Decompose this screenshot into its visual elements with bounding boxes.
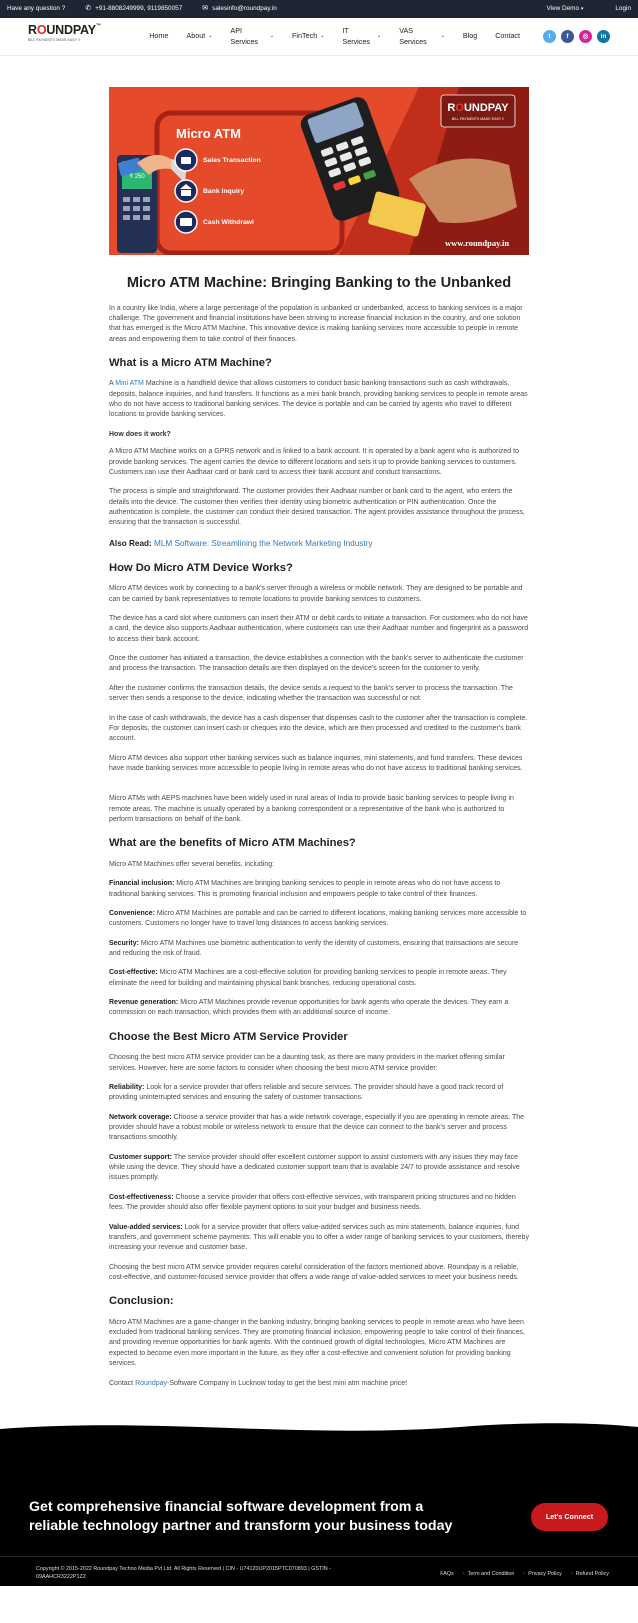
factor-text: Look for a service provider that offers value-added services such as mini statements, balance inquiries, fund transfers, and government scheme payments. This will enable you to offer a wider range of banking services to your customers, thereby increasing your revenue and customer base. xyxy=(109,1223,529,1252)
chevron-down-icon: ⌄ xyxy=(377,32,382,39)
logo-tagline: BILL PAYMENTS MADE EASY !! xyxy=(28,38,81,42)
benefit-text: Micro ATM Machines provide revenue opportunities for bank agents who operate the devices. They earn a commission on each transaction, which provides them with an additional source of income. xyxy=(109,999,509,1017)
heading-benefits: What are the benefits of Micro ATM Machines? xyxy=(109,837,356,850)
svg-text:BILL PAYMENTS MADE EASY !!: BILL PAYMENTS MADE EASY !! xyxy=(451,117,505,121)
footer-links xyxy=(440,1570,609,1582)
footer-link-label: Refund Policy xyxy=(575,1570,609,1577)
footer-link-label: Term and Condition xyxy=(467,1570,515,1577)
factor-text: Look for a service provider that offers reliable and secure services. The provider should have a good track record of providing uninterrupted services and ensuring the safety of customer transactions. xyxy=(109,1083,504,1102)
factor-label: Network coverage: xyxy=(109,1113,172,1121)
contact-paragraph: Contact Roundpay-Software Company in Lucknow today to get the best mini atm machine price! xyxy=(109,1379,408,1387)
nav-item-label: VAS Services xyxy=(399,25,427,46)
spacer xyxy=(109,783,529,794)
banner-feature-sales: Sales Transaction xyxy=(203,157,261,164)
factor-item xyxy=(109,1223,529,1254)
linkedin-icon[interactable] xyxy=(597,30,610,43)
footer-link-term-and-condition[interactable] xyxy=(454,1570,515,1582)
factor-label: Value-added services: xyxy=(109,1223,183,1231)
footer-link-faqs[interactable] xyxy=(440,1570,453,1582)
factor-text: Choose a service provider that offers cost-effective services, with transparent pricing structures and no hidden fees. The provider should also offer flexible payment options to suit your budget and business needs. xyxy=(109,1193,516,1212)
what-paragraph: A Mini ATM Machine is a handheld device that allows customers to conduct basic banking transactions such as cash withdrawals, deposits, balance inquiries, and fund transfers. It functions as a mini bank branch, providing banking services to people in remote areas who do not have access to traditional banking services. The device is portable and can be carried by agents who travel to different locations to provide banking services. xyxy=(109,380,528,419)
email-contact[interactable] xyxy=(202,4,277,14)
facebook-glyph: f xyxy=(566,32,569,40)
factor-item xyxy=(109,1153,529,1184)
login-link[interactable]: Login xyxy=(615,5,631,13)
instagram-glyph: ◎ xyxy=(582,32,589,40)
facebook-icon[interactable] xyxy=(561,30,574,43)
heading-how-work: How does it work? xyxy=(109,430,171,438)
site-footer xyxy=(0,1441,638,1586)
site-header xyxy=(0,18,638,56)
benefit-text: Micro ATM Machines are a cost-effective solution for providing banking services to people in remote areas. They eliminate the need for building and maintaining physical bank branches, reducing operational costs. xyxy=(109,969,507,987)
benefit-label: Cost-effective: xyxy=(109,969,158,977)
nav-item-label: IT Services xyxy=(342,25,370,46)
factor-label: Customer support: xyxy=(109,1153,172,1161)
phone-text: +91-8808249999, 9119850057 xyxy=(95,5,183,13)
mini-atm-link[interactable]: Mini ATM xyxy=(115,380,144,388)
benefit-item xyxy=(109,998,529,1019)
benefit-text: Micro ATM Machines use biometric authentication to verify the identity of customers, ensuring that transactions are secure and reducing the risk of fraud. xyxy=(109,939,519,957)
device-paragraph: After the customer confirms the transaction details, the device sends a request to the bank's server to process the transaction. The server then sends a response to the device, indicating whether the transaction was successful or not. xyxy=(109,684,513,703)
nav-item-label: About xyxy=(186,31,206,41)
nav-item-label: Blog xyxy=(462,31,478,41)
factor-text: The service provider should offer excellent customer support to assist customers with any issues they may face while using the device. They should have a dedicated customer support team that is available 24/7 to provide assistance and resolve issues promptly. xyxy=(109,1153,520,1182)
benefits-intro: Micro ATM Machines offer several benefits, including: xyxy=(109,860,275,868)
page-title: Micro ATM Machine: Bringing Banking to the Unbanked xyxy=(126,275,512,291)
nav-item-label: FinTech xyxy=(292,31,318,41)
benefit-item xyxy=(109,939,529,960)
footer-link-label: Privacy Policy xyxy=(528,1570,562,1577)
heading-device: How Do Micro ATM Device Works? xyxy=(109,561,293,574)
heading-conclusion: Conclusion: xyxy=(109,1295,174,1308)
banner-heading: Micro ATM xyxy=(176,126,241,141)
view-demo-link[interactable] xyxy=(505,4,584,13)
benefit-label: Security: xyxy=(109,939,139,947)
device-paragraph: Micro ATM devices also support other banking services such as balance inquiries, mini statements, and fund transfers. These devices have made banking services more accessible to people living in remote areas who do not have access to traditional banking services. xyxy=(109,754,523,772)
also-read-label: Also Read: xyxy=(109,538,152,548)
nav-item-it-services[interactable] xyxy=(342,26,381,47)
chevron-down-icon: ⌄ xyxy=(440,32,445,39)
nav-item-label: Home xyxy=(149,31,169,41)
chevron-down-icon: ⌄ xyxy=(269,32,275,39)
footer-link-refund-policy[interactable] xyxy=(562,1570,609,1582)
footer-link-privacy-policy[interactable] xyxy=(514,1570,561,1582)
device-paragraph: Micro ATM devices work by connecting to a bank's server through a wireless or mobile network. They are designed to be portable and can be carried by bank representatives to remote locations to provide banking services to customers. xyxy=(109,585,523,603)
heading-choose: Choose the Best Micro ATM Service Provider xyxy=(109,1030,348,1043)
footer-bottom xyxy=(0,1556,638,1582)
nav-item-blog[interactable] xyxy=(463,26,477,47)
chevron-down-icon: ⌄ xyxy=(320,32,325,39)
benefit-label: Convenience: xyxy=(109,909,155,917)
twitter-glyph: t xyxy=(548,32,551,40)
factor-item xyxy=(109,1193,529,1214)
choose-outro: Choosing the best micro ATM service provider requires careful consideration of the factors mentioned above. Roundpay is a reliable, cost-effective, and customer-focused service provider that offers a wide range of value-added services to meet your business needs. xyxy=(109,1263,519,1281)
factor-label: Cost-effectiveness: xyxy=(109,1193,174,1201)
main-nav xyxy=(149,26,538,47)
micro-atm-banner xyxy=(109,87,529,255)
how-paragraph-1: A Micro ATM Machine works on a GPRS network and is linked to a bank account. It is operated by a bank agent who is authorized to provide banking services. The agent carries the device to different locations and sets it up to provide banking services to customers. Customers can use their Aadhaar card or bank card to access their bank account and conduct transactions. xyxy=(109,448,519,476)
banner-feature-withdrawal: Cash Withdrawl xyxy=(203,219,254,226)
instagram-icon[interactable] xyxy=(579,30,592,43)
roundpay-logo[interactable] xyxy=(28,24,105,50)
device-paragraph: Once the customer has initiated a transaction, the device establishes a connection with the bank's server to authenticate the customer and process the transaction. The transaction details are then displayed on the device's screen for the customer to verify. xyxy=(109,655,524,673)
benefit-text: Micro ATM Machines are bringing banking services to people in remote areas who do not have access to traditional banking services. This is promoting financial inclusion and empowers people to take control of their finances. xyxy=(109,880,501,898)
nav-item-about[interactable] xyxy=(186,26,212,47)
chevron-down-icon: ▾ xyxy=(580,6,584,13)
aeps-paragraph: Micro ATMs with AEPS machines have been widely used in rural areas of India to provide basic banking services to people living in remote areas. The machine is usually operated by a banking correspondent or a representative of the bank who is authorized to perform transactions on behalf of the bank. xyxy=(109,795,514,824)
intro-paragraph: In a country like India, where a large percentage of the population is unbanked or underbanked, access to banking services is a major challenge. The government and financial institutions have been striving to increase financial inclusion in the country, and one solution that has emerged is the Micro ATM Machine. This innovative device is making banking services more accessible to people in remote areas and empowering them to take control of their finances. xyxy=(109,304,523,343)
choose-intro: Choosing the best micro ATM service provider can be a daunting task, as there are many providers in the market offering similar services. However, here are some factors to consider when choosing the best micro ATM service provider: xyxy=(109,1054,505,1072)
view-demo-label: View Demo xyxy=(546,5,580,13)
nav-item-api-services[interactable] xyxy=(230,26,274,47)
nav-item-home[interactable] xyxy=(149,26,168,47)
device-section xyxy=(109,584,529,774)
nav-item-label: Contact xyxy=(495,31,520,41)
banner-url: www.roundpay.in xyxy=(445,238,510,248)
factor-item xyxy=(109,1083,529,1104)
roundpay-link[interactable]: Roundpay xyxy=(135,1379,167,1387)
mail-icon: ✉ xyxy=(202,4,209,12)
footer-wave xyxy=(0,1415,638,1441)
factor-text: Choose a service provider that has a wide network coverage, especially if you are operating in remote areas. The provider should have a robust mobile or wireless network to ensure that the device can connect to the bank's server and process transactions smoothly. xyxy=(109,1113,525,1142)
twitter-icon[interactable] xyxy=(543,30,556,43)
bullet-icon: • xyxy=(462,1570,465,1577)
benefit-label: Revenue generation: xyxy=(109,999,179,1007)
nav-item-contact[interactable] xyxy=(495,26,520,47)
benefit-text: Micro ATM Machines are portable and can be carried to different locations, making banking services more accessible to customers. Customers no longer have to travel long distances to access banking services. xyxy=(109,909,527,928)
email-text: salesinfo@roundpay.in xyxy=(212,5,277,13)
phone-icon: ✆ xyxy=(85,4,92,12)
social-links xyxy=(538,30,610,43)
copyright-text: Copyright © 2015-2022 Roundpay Techno Media Pvt Ltd. All Rights Reserved | CIN - U74120UP2015PTC070893 | GSTIN - 09AAHCR3222P1ZZ xyxy=(36,1565,331,1581)
benefit-item xyxy=(109,909,529,930)
bullet-icon: • xyxy=(570,1570,573,1577)
factors-list xyxy=(109,1083,529,1254)
topbar xyxy=(0,0,638,18)
heading-what: What is a Micro ATM Machine? xyxy=(109,356,272,369)
chevron-down-icon: ⌄ xyxy=(208,32,213,39)
conclusion-paragraph: Micro ATM Machines are a game-changer in the banking industry, bringing banking services to people in remote areas who have been excluded from traditional banking services. They are promoting financial inclusion, empowering people to take control of their finances, and providing revenue opportunities for bank agents. With the continued growth of digital technologies, Micro ATM Machines are expected to become even more important in the future, as they offer a cost-effective and convenient solution for providing banking services. xyxy=(109,1318,525,1368)
banner-feature-inquiry: Bank Inquiry xyxy=(203,188,245,195)
nav-item-fintech[interactable] xyxy=(292,26,324,47)
nav-item-vas-services[interactable] xyxy=(399,26,445,47)
footer-cta-text: Get comprehensive financial software development from a reliable technology partner and transform your business today xyxy=(29,1498,453,1534)
nav-item-label: API Services xyxy=(230,25,258,46)
phone-contact[interactable] xyxy=(85,4,182,14)
benefits-list xyxy=(109,879,529,1019)
lets-connect-button[interactable]: Let's Connect xyxy=(531,1503,608,1531)
svg-text:₹ 250: ₹ 250 xyxy=(129,174,145,180)
banner-illustration xyxy=(109,87,529,255)
benefit-label: Financial inclusion: xyxy=(109,880,175,888)
device-paragraph: The device has a card slot where customers can insert their ATM or debit cards to initiate a transaction. For customers who do not have a card, the device also supports Aadhaar authentication, where customers can use their Aadhaar number and fingerprint as a password to access their bank account. xyxy=(109,614,529,643)
wave-shape xyxy=(0,1415,638,1441)
device-paragraph: In the case of cash withdrawals, the device has a cash dispenser that dispenses cash to the customer after the transaction is complete. For deposits, the customer can insert cash or cheques into the device, which are then processed and credited to the customer's bank account. xyxy=(109,714,528,743)
how-paragraph-2: The process is simple and straightforward. The customer provides their Aadhaar number or bank card to the agent, who enters the details into the device. The customer then verifies their identity using biometric authentication or PIN authentication. Once the authentication is complete, the customer can conduct their desired transaction. The agent provides assistance throughout the process, ensuring that the transaction is successful. xyxy=(109,488,525,527)
bullet-icon: • xyxy=(523,1570,526,1577)
footer-link-label: FAQs xyxy=(440,1570,454,1577)
linkedin-glyph: in xyxy=(600,32,607,40)
also-read xyxy=(109,538,529,550)
article xyxy=(109,56,529,1389)
logo-wordmark: ROUNDPAY™ xyxy=(28,22,101,37)
benefit-item xyxy=(109,879,529,900)
factor-item xyxy=(109,1113,529,1144)
svg-text:ROUNDPAY: ROUNDPAY xyxy=(447,102,509,114)
benefit-item xyxy=(109,968,529,989)
question-text: Have any question ? xyxy=(7,5,66,13)
also-read-link[interactable]: MLM Software: Streamlining the Network Marketing Industry xyxy=(154,538,373,548)
factor-label: Reliability: xyxy=(109,1083,145,1091)
